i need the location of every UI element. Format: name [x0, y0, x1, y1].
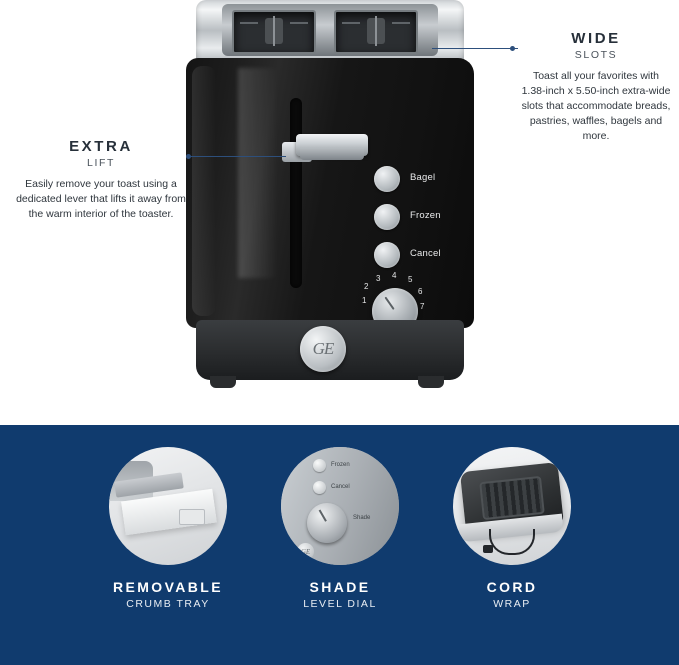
feature-cord-wrap: [422, 447, 602, 610]
frozen-label-closeup: Frozen: [331, 462, 350, 468]
toaster-foot-right: [418, 376, 444, 388]
feature-3-subtitle: WRAP: [493, 598, 531, 610]
lever-knob: [296, 134, 368, 156]
leader-line-wide-slots: [432, 48, 518, 49]
feature-1-subtitle: CRUMB TRAY: [126, 598, 210, 610]
callout-wide-slots-subtitle: SLOTS: [574, 49, 618, 61]
callout-extra-lift-title: EXTRA: [69, 138, 133, 155]
dial-tick-2: 2: [364, 282, 369, 291]
cancel-button-closeup: [313, 481, 326, 494]
shade-dial-closeup: [307, 503, 347, 543]
feature-1-title: REMOVABLE: [112, 579, 223, 595]
slot-wire-left-b: [290, 22, 308, 24]
slot-wire-right-a: [342, 22, 360, 24]
frozen-button-closeup: [313, 459, 326, 472]
cancel-button[interactable]: [374, 242, 400, 268]
ge-badge-closeup: GE: [297, 543, 314, 560]
leader-dot-wide-slots: [510, 46, 515, 51]
bagel-button-label: Bagel: [410, 172, 436, 183]
frozen-button[interactable]: [374, 204, 400, 230]
crumb-tray-handle: [179, 509, 205, 525]
callout-wide-slots: [520, 30, 672, 144]
callout-extra-lift-body: Easily remove your toast using a dedicated lever that lifts it away from the warm interior of the toaster.: [16, 178, 186, 220]
toast-slot-right: [334, 10, 418, 54]
feature-removable-crumb-tray: [78, 447, 258, 610]
ge-brand-badge: GE: [300, 326, 346, 372]
toaster-slot-housing: [222, 4, 438, 56]
feature-3-title: CORD: [486, 579, 538, 595]
features-panel: [0, 425, 679, 665]
cancel-label-closeup: Cancel: [331, 484, 350, 490]
bagel-button[interactable]: [374, 166, 400, 192]
dial-tick-1: 1: [362, 296, 367, 305]
cord-wrap-image: [453, 447, 571, 565]
callout-extra-lift-subtitle: LIFT: [87, 157, 115, 169]
callout-wide-slots-title: WIDE: [571, 30, 621, 47]
toaster-body-gloss: [238, 68, 278, 278]
shade-dial-closeup-image: [281, 447, 399, 565]
callout-wide-slots-body: Toast all your favorites with 1.38-inch x 5.50-inch extra-wide slots that accommodate breads, pastries, waffles, bagels and more.: [521, 70, 671, 142]
power-plug: [483, 545, 493, 553]
feature-shade-level-dial: [250, 447, 430, 610]
lift-lever[interactable]: [282, 134, 368, 170]
slot-wire-right-b: [392, 22, 410, 24]
toaster-foot-left: [210, 376, 236, 388]
dial-tick-6: 6: [418, 287, 423, 296]
shade-label-closeup: Shade: [353, 515, 371, 521]
dial-tick-4: 4: [392, 271, 397, 280]
frozen-button-label: Frozen: [410, 210, 441, 221]
cancel-button-label: Cancel: [410, 248, 441, 259]
leader-line-extra-lift: [190, 156, 286, 157]
toast-slot-left: [232, 10, 316, 54]
callout-extra-lift: [12, 138, 190, 222]
dial-tick-5: 5: [408, 275, 413, 284]
slot-wire-left-a: [240, 22, 258, 24]
dial-tick-3: 3: [376, 274, 381, 283]
feature-2-title: SHADE: [309, 579, 371, 595]
power-cord: [489, 529, 535, 555]
cord-wrap-channel: [479, 476, 545, 520]
dial-tick-7: 7: [420, 302, 425, 311]
feature-2-subtitle: LEVEL DIAL: [303, 598, 377, 610]
lever-track: [290, 98, 302, 288]
crumb-tray-image: [109, 447, 227, 565]
toaster-product-image: [178, 0, 483, 400]
